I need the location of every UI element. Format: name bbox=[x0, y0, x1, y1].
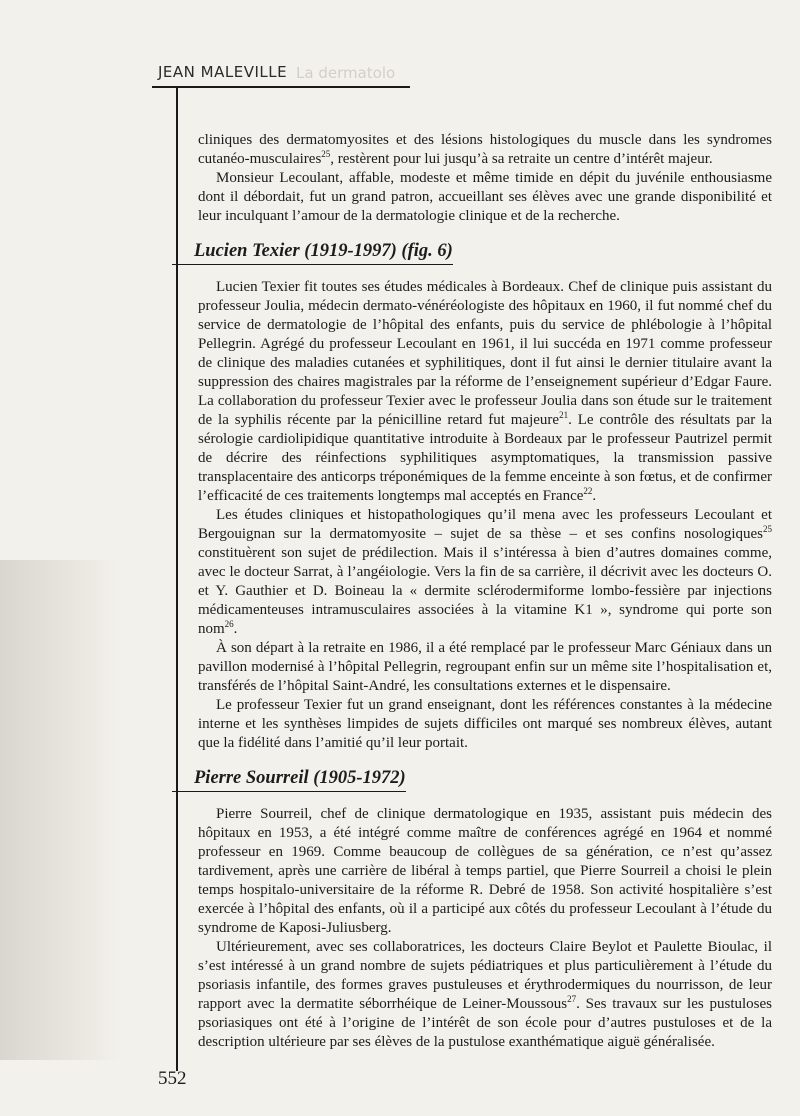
section-heading-texier bbox=[194, 226, 772, 278]
body-text bbox=[194, 131, 772, 1052]
footnote-ref[interactable]: 26 bbox=[224, 619, 234, 629]
paragraph: cliniques des dermatomyosites et des lésions histologiques du muscle dans les syndromes cutanéo-musculaires$^{25}$, restèrent pour lui jusqu’à sa retraite un centre d’intérêt majeur. bbox=[198, 132, 772, 167]
footnote-ref[interactable]: 25 bbox=[321, 149, 331, 159]
header-rule bbox=[152, 86, 410, 88]
footnote-ref[interactable]: 22 bbox=[583, 486, 593, 496]
section-heading-sourreil bbox=[194, 753, 772, 805]
footnote-ref[interactable]: 27 bbox=[567, 994, 577, 1004]
section-title: Lucien Texier (1919-1997) (fig. 6) bbox=[194, 242, 453, 265]
paragraph: Pierre Sourreil, chef de clinique dermatologique en 1935, assistant puis médecin des hôpitaux en 1953, a été intégré comme maître de conférences agrégé en 1964 et nommé professeur en 1969. Comme beaucoup de collègues de sa génération, ce n’est qu’assez tardivement, après une carrière de libéral à temps partiel, que Pierre Sourreil a choisi le plein temps hospitalo-universitaire de la réforme R. Debré de 1958. Son activité hospitalière s’est exercée à l’hôpital des enfants, où il a participé aux côtés du professeur Lecoulant à l’étude du syndrome de Kaposi-Juliusberg. bbox=[198, 806, 772, 936]
paragraph: Ultérieurement, avec ses collaboratrices, les docteurs Claire Beylot et Paulette Bioulac, il s’est intéressé à un grand nombre de sujets pédiatriques et plus particulièrement à l’étude du psoriasis infantile, des formes graves pustuleuses et érythrodermiques du nourrisson, de leur rapport avec la dermatite séborrhéique de Leiner-Moussous$^{27}$. Ses travaux sur les pustuloses psoriasiques ont été à l’origine de l’intérêt de son école pour d’autres pustuloses et de la description ultérieure par ses élèves de la pustulose exanthématique aiguë généralisée. bbox=[198, 939, 772, 1050]
show-through-text: La dermatolo bbox=[296, 64, 396, 82]
heading-rule bbox=[172, 264, 202, 266]
paragraph: Les études cliniques et histopathologiques qu’il mena avec les professeurs Lecoulant et Bergouignan sur la dermatomyosite – sujet de sa thèse – et ses confins nosologiques$^{25}$ constituèrent son sujet de prédilection. Mais il s’intéressa à bien d’autres domaines comme, avec le docteur Sarrat, à l’angéiologie. Vers la fin de sa carrière, il décrivit avec les docteurs O. et Y. Gauthier et D. Boineau la « dermite sclérodermiforme lombo-fessière par injections médicamenteuses intramusculaires associées à la vitamine K1 », syndrome qui porte son nom$^{26}$. bbox=[198, 507, 772, 637]
heading-rule bbox=[172, 791, 202, 793]
footnote-ref[interactable]: 21 bbox=[559, 410, 569, 420]
page-number: 552 bbox=[158, 1068, 187, 1089]
running-head: JEAN MALEVILLE bbox=[158, 63, 288, 81]
margin-rule bbox=[176, 86, 178, 1071]
paragraph: Monsieur Lecoulant, affable, modeste et même timide en dépit du juvénile enthousiasme dont il débordait, fut un grand patron, accueillant ses élèves avec une grande disponibilité et leur inculquant l’amour de la dermatologie clinique et de la recherche. bbox=[198, 170, 772, 224]
footnote-ref[interactable]: 25 bbox=[763, 524, 772, 534]
paragraph: Le professeur Texier fut un grand enseignant, dont les références constantes à la médecine interne et les synthèses limpides de sujets difficiles ont marqué ses nombreux élèves, autant que la fidélité dans l’amitié qu’il leur portait. bbox=[198, 697, 772, 751]
paragraph: Lucien Texier fit toutes ses études médicales à Bordeaux. Chef de clinique puis assistant du professeur Joulia, médecin dermato-vénéréologiste des hôpitaux en 1960, il fut nommé chef du service de dermatologie de l’hôpital des enfants, puis du service de phlébologie à l’hôpital Pellegrin. Agrégé du professeur Lecoulant en 1961, il lui succéda en 1971 comme professeur de clinique des maladies cutanées et syphilitiques, dont il fut ainsi le dernier titulaire avant la suppression des chaires magistrales par la réforme de l’enseignement supérieur d’Edgar Faure. La collaboration du professeur Texier avec le professeur Joulia dans son étude sur le traitement de la syphilis récente par la pénicilline retard fut majeure$^{21}$. Le contrôle des résultats par la sérologie cardiolipidique quantitative introduite à Bordeaux par le professeur Pautrizel permit de décrire des réinfections syphilitiques asymptomatiques, la transmission passive transplacentaire des anticorps tréponémiques de la femme enceinte à son fœtus, et de confirmer l’efficacité de ces traitements longtemps mal acceptés en France$^{22}$. bbox=[198, 279, 772, 504]
facing-page-bleed bbox=[0, 560, 120, 1060]
paragraph: À son départ à la retraite en 1986, il a été remplacé par le professeur Marc Géniaux dans un pavillon modernisé à l’hôpital Pellegrin, regroupant enfin sur un même site l’hospitalisation et, transférés de l’hôpital Saint-André, les consultations externes et le dispensaire. bbox=[198, 640, 772, 694]
section-title: Pierre Sourreil (1905-1972) bbox=[194, 769, 406, 792]
